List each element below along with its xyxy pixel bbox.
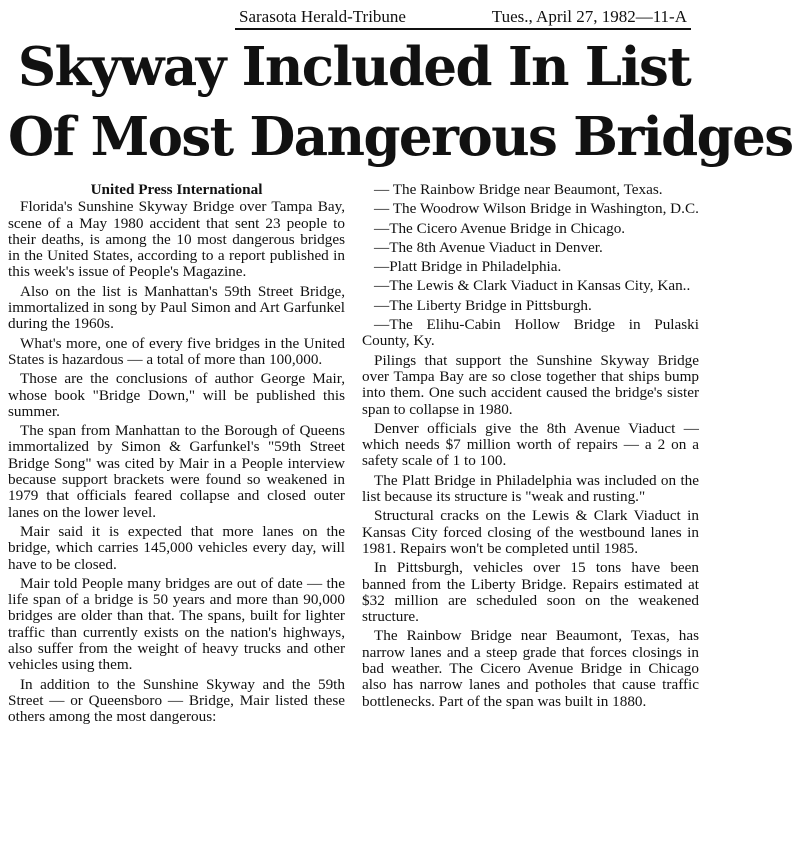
bridge-list-item: —The 8th Avenue Viaduct in Denver. xyxy=(374,238,603,256)
article-paragraph: The Platt Bridge in Philadelphia was included on the list because its structure is "weak and rusting." xyxy=(362,471,699,506)
article-paragraph: Also on the list is Manhattan's 59th Street Bridge, immortalized in song by Paul Simon and Art Garfunkel during the 1960s. xyxy=(8,282,345,333)
bridge-list-item: —The Cicero Avenue Bridge in Chicago. xyxy=(374,219,626,237)
article-paragraph: Pilings that support the Sunshine Skyway Bridge over Tampa Bay are so close together that ships bump into them. One such accident caused the bridge's sister span to collapse in 1980. xyxy=(362,351,699,418)
article-paragraph: In addition to the Sunshine Skyway and the 59th Street — or Queensboro — Bridge, Mair listed these others among the most dangerous: xyxy=(8,675,345,726)
article-paragraph: Mair told People many bridges are out of date — the life span of a bridge is 50 years and more than 90,000 bridges are older than that. The spans, built for lighter traffic than currently exists on the nation's highways, also suffer from the weight of heavy trucks and other vehicles using them. xyxy=(8,574,345,674)
bridge-list-item: —The Lewis & Clark Viaduct in Kansas City, Kan.. xyxy=(374,277,691,295)
article-column-left xyxy=(8,182,345,729)
article-paragraph: The span from Manhattan to the Borough of Queens immortalized by Simon & Garfunkel's "59th Street Bridge Song" was cited by Mair in a People interview because support brackets were found so weakened in 1979 that officials feared collapse and closed outer lanes on the lower level. xyxy=(8,422,345,521)
article-paragraph: In Pittsburgh, vehicles over 15 tons have been banned from the Liberty Bridge. Repairs estimated at $32 million are scheduled soon on the weakened structure. xyxy=(362,559,699,626)
headline-line-2: Of Most Dangerous Bridges xyxy=(8,106,792,168)
issue-date: Tues., April 27, 1982—11-A xyxy=(491,7,687,26)
article-paragraph: Mair said it is expected that more lanes on the bridge, which carries 145,000 vehicles every day, will have to be closed. xyxy=(8,522,345,573)
article-paragraph: The Rainbow Bridge near Beaumont, Texas, has narrow lanes and a steep grade that forces closings in bad weather. The Cicero Avenue Bridge in Chicago also has narrow lanes and potholes that cause traffic bottlenecks. Part of the span was built in 1880. xyxy=(362,627,699,710)
article-paragraph: Florida's Sunshine Skyway Bridge over Tampa Bay, scene of a May 1980 accident that sent 23 people to their deaths, is among the 10 most dangerous bridges in the United States, according to a report published in this week's issue of People's Magazine. xyxy=(8,198,345,281)
bridge-list-item: — The Rainbow Bridge near Beaumont, Texas. xyxy=(374,181,663,198)
bridge-list-item: —The Liberty Bridge in Pittsburgh. xyxy=(374,296,592,314)
bridge-list-item: —The Elihu-Cabin Hollow Bridge in Pulaski County, Ky. xyxy=(362,316,699,350)
newspaper-name: Sarasota Herald-Tribune xyxy=(239,7,406,26)
bridge-list-item: —Platt Bridge in Philadelphia. xyxy=(374,258,562,276)
bridge-list-item: — The Woodrow Wilson Bridge in Washington, D.C. xyxy=(374,200,699,218)
article-paragraph: What's more, one of every five bridges in the United States is hazardous — a total of more than 100,000. xyxy=(8,334,345,368)
byline: United Press International xyxy=(90,181,263,198)
headline-line-1: Skyway Included In List xyxy=(17,36,691,98)
article-column-right xyxy=(362,182,699,713)
article-paragraph: Denver officials give the 8th Avenue Viaduct — which needs $7 million worth of repairs — a 2 on a safety scale of 1 to 100. xyxy=(362,419,699,470)
masthead xyxy=(235,6,691,30)
article-paragraph: Those are the conclusions of author George Mair, whose book "Bridge Down," will be published this summer. xyxy=(8,370,345,420)
headline xyxy=(8,32,792,172)
article-paragraph: Structural cracks on the Lewis & Clark Viaduct in Kansas City forced closing of the westbound lanes in 1981. Repairs won't be completed until 1985. xyxy=(362,507,699,557)
